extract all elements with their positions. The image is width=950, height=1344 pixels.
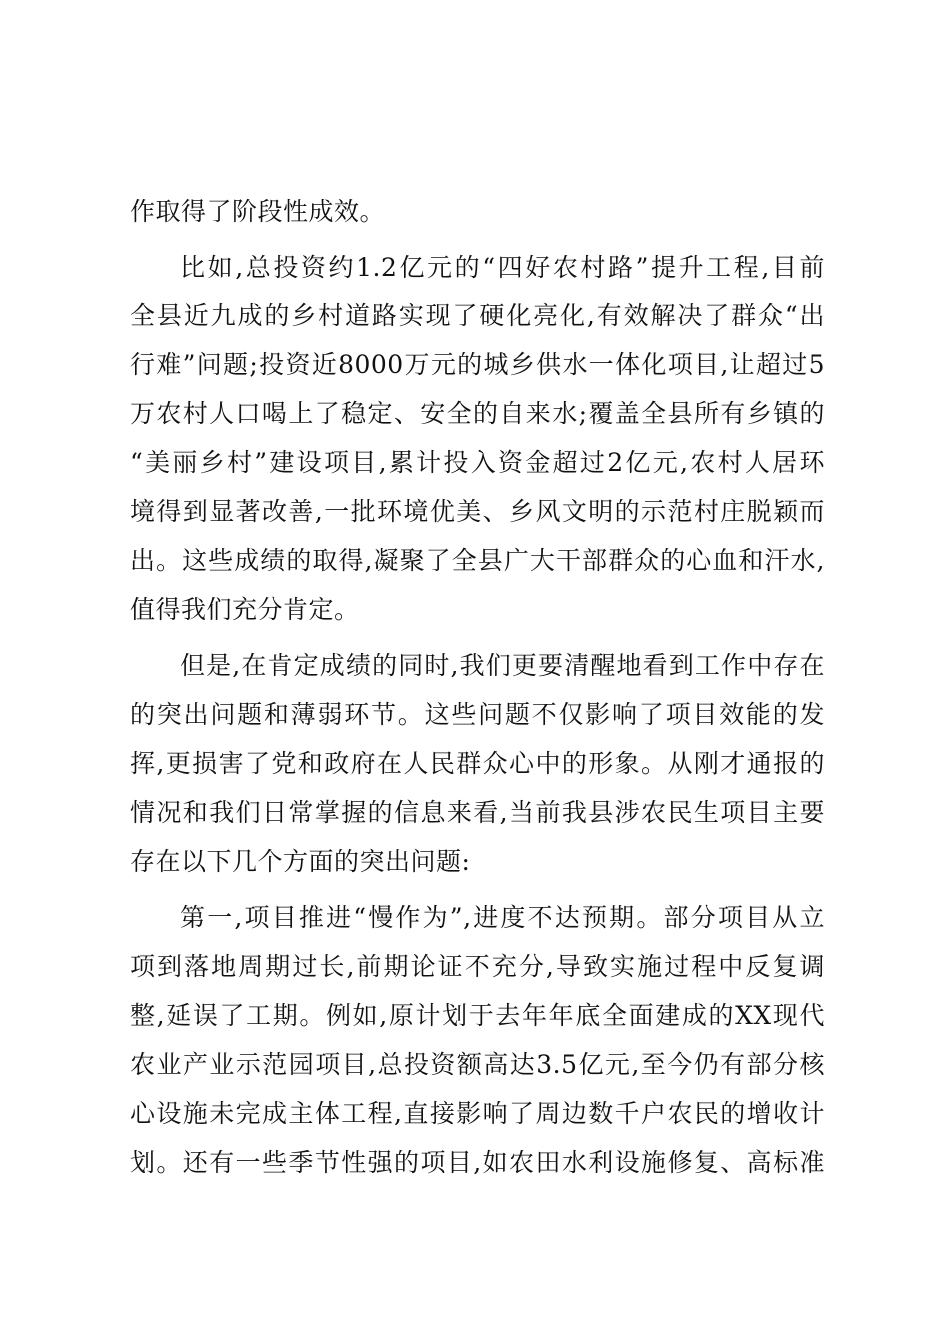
text-line: 整,延误了工期。例如,原计划于去年年底全面建成的XX现代 [130, 1001, 825, 1030]
text-line: 全县近九成的乡村道路实现了硬化亮化,有效解决了群众“出 [130, 301, 825, 330]
text-line: “美丽乡村”建设项目,累计投入资金超过2亿元,农村人居环 [130, 448, 825, 477]
text-line: 出。这些成绩的取得,凝聚了全县广大干部群众的心血和汗水, [130, 546, 825, 575]
text-line: 农业产业示范园项目,总投资额高达3.5亿元,至今仍有部分核 [130, 1050, 825, 1079]
text-line: 划。还有一些季节性强的项目,如农田水利设施修复、高标准 [130, 1148, 825, 1177]
text-line: 情况和我们日常掌握的信息来看,当前我县涉农民生项目主要 [130, 798, 825, 827]
text-line: 挥,更损害了党和政府在人民群众心中的形象。从刚才通报的 [130, 749, 825, 778]
text-line: 境得到显著改善,一批环境优美、乡风文明的示范村庄脱颖而 [130, 497, 825, 526]
text-line: 作取得了阶段性成效。 [130, 197, 386, 226]
paragraph-first-line: 第一,项目推进“慢作为”,进度不达预期。部分项目从立 [180, 903, 825, 932]
text-line: 值得我们充分肯定。 [130, 595, 360, 624]
text-line: 行难”问题;投资近8000万元的城乡供水一体化项目,让超过5 [130, 350, 825, 379]
text-line: 项到落地周期过长,前期论证不充分,导致实施过程中反复调 [130, 952, 825, 981]
text-line: 心设施未完成主体工程,直接影响了周边数千户农民的增收计 [130, 1099, 825, 1128]
text-line: 的突出问题和薄弱环节。这些问题不仅影响了项目效能的发 [130, 700, 825, 729]
paragraph-first-line: 但是,在肯定成绩的同时,我们更要清醒地看到工作中存在 [180, 651, 825, 680]
text-line: 存在以下几个方面的突出问题: [130, 847, 471, 876]
text-line: 万农村人口喝上了稳定、安全的自来水;覆盖全县所有乡镇的 [130, 399, 825, 428]
paragraph-first-line: 比如,总投资约1.2亿元的“四好农村路”提升工程,目前 [180, 253, 825, 282]
